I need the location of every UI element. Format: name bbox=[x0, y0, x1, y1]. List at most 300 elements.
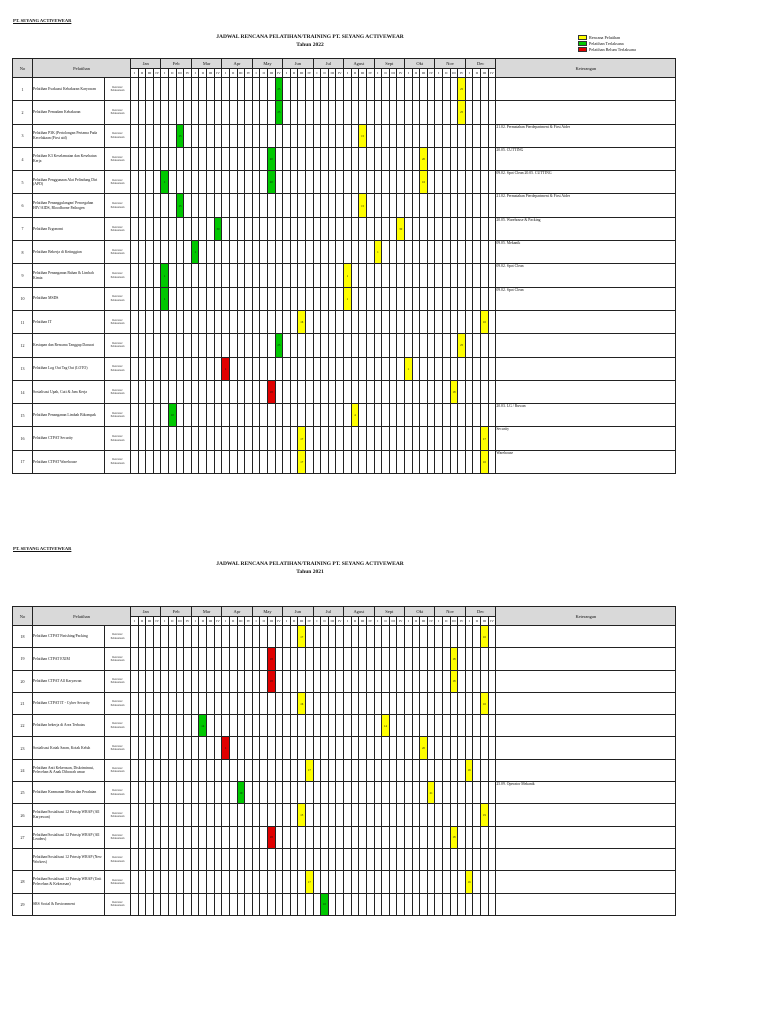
week-cell bbox=[222, 826, 230, 848]
week-cell bbox=[245, 804, 253, 826]
training-row bbox=[13, 871, 676, 893]
row-type bbox=[105, 241, 131, 264]
row-note bbox=[496, 310, 676, 333]
week-cell bbox=[222, 648, 230, 670]
week-cell bbox=[191, 648, 199, 670]
week-header: II bbox=[351, 617, 359, 626]
week-cell bbox=[313, 626, 321, 648]
header-no: No bbox=[13, 59, 33, 78]
week-header: III bbox=[328, 69, 336, 78]
month-header: Feb bbox=[161, 59, 191, 69]
week-cell bbox=[153, 450, 161, 473]
week-cell bbox=[290, 101, 298, 124]
week-cell bbox=[420, 194, 428, 217]
header-no: No bbox=[13, 607, 33, 626]
week-cell bbox=[153, 101, 161, 124]
row-type-actual: Pelaksanaan bbox=[110, 681, 125, 685]
week-cell bbox=[405, 782, 413, 804]
week-cell bbox=[397, 848, 405, 870]
week-cell bbox=[443, 893, 451, 915]
week-cell bbox=[146, 217, 154, 240]
week-cell bbox=[207, 626, 215, 648]
week-cell bbox=[275, 264, 283, 287]
week-cell bbox=[427, 450, 435, 473]
week-cell bbox=[260, 404, 268, 427]
week-cell bbox=[146, 310, 154, 333]
week-cell bbox=[131, 427, 139, 450]
week-cell bbox=[169, 670, 177, 692]
week-cell bbox=[443, 450, 451, 473]
month-header: Jan bbox=[131, 607, 161, 617]
week-cell bbox=[336, 759, 344, 781]
week-cell bbox=[473, 826, 481, 848]
week-cell bbox=[290, 78, 298, 101]
week-cell bbox=[465, 380, 473, 403]
week-cell bbox=[267, 626, 275, 648]
week-cell bbox=[184, 759, 192, 781]
week-cell bbox=[306, 171, 314, 194]
week-cell bbox=[252, 380, 260, 403]
week-cell bbox=[146, 287, 154, 310]
row-type-actual: Pelaksanaan bbox=[110, 658, 125, 662]
week-cell bbox=[420, 101, 428, 124]
week-cell bbox=[435, 782, 443, 804]
row-note: 25.09. Operator Mekanik bbox=[496, 782, 676, 804]
week-cell bbox=[351, 194, 359, 217]
row-type-actual: Pelaksanaan bbox=[110, 182, 125, 186]
week-cell bbox=[237, 241, 245, 264]
row-type bbox=[105, 147, 131, 170]
week-cell bbox=[488, 782, 496, 804]
week-cell bbox=[412, 310, 420, 333]
week-cell bbox=[397, 737, 405, 759]
week-cell bbox=[169, 692, 177, 714]
week-cell bbox=[328, 334, 336, 357]
week-cell bbox=[237, 310, 245, 333]
week-header: III bbox=[359, 617, 367, 626]
week-cell bbox=[169, 124, 177, 147]
week-cell bbox=[169, 217, 177, 240]
week-cell bbox=[283, 264, 291, 287]
week-cell bbox=[450, 264, 458, 287]
week-cell bbox=[169, 147, 177, 170]
schedule-mark: 4 bbox=[351, 404, 359, 427]
week-cell bbox=[161, 670, 169, 692]
week-cell bbox=[176, 310, 184, 333]
week-cell bbox=[199, 759, 207, 781]
week-cell bbox=[420, 871, 428, 893]
week-header: I bbox=[405, 617, 413, 626]
week-cell bbox=[389, 124, 397, 147]
week-cell bbox=[443, 871, 451, 893]
row-type-actual: Pelaksanaan bbox=[110, 135, 125, 139]
week-cell bbox=[199, 194, 207, 217]
week-cell bbox=[161, 848, 169, 870]
week-header: III bbox=[176, 69, 184, 78]
week-cell bbox=[359, 334, 367, 357]
week-cell bbox=[374, 404, 382, 427]
row-number: 6 bbox=[13, 194, 33, 217]
row-number: 10 bbox=[13, 287, 33, 310]
week-cell bbox=[450, 241, 458, 264]
week-header: II bbox=[169, 69, 177, 78]
week-cell bbox=[138, 427, 146, 450]
week-cell bbox=[161, 124, 169, 147]
week-cell bbox=[153, 427, 161, 450]
week-cell bbox=[191, 78, 199, 101]
week-cell bbox=[275, 737, 283, 759]
week-cell bbox=[328, 78, 336, 101]
week-cell bbox=[313, 648, 321, 670]
training-row bbox=[13, 124, 676, 147]
week-cell bbox=[222, 848, 230, 870]
week-cell bbox=[207, 450, 215, 473]
week-cell bbox=[336, 78, 344, 101]
week-cell bbox=[176, 871, 184, 893]
week-cell bbox=[351, 826, 359, 848]
week-header: III bbox=[207, 617, 215, 626]
row-note bbox=[496, 871, 676, 893]
week-cell bbox=[283, 782, 291, 804]
row-number: 25 bbox=[13, 782, 33, 804]
week-cell bbox=[458, 380, 466, 403]
week-cell bbox=[275, 893, 283, 915]
week-cell bbox=[328, 194, 336, 217]
week-cell bbox=[306, 264, 314, 287]
week-cell bbox=[283, 648, 291, 670]
week-cell bbox=[328, 737, 336, 759]
week-cell bbox=[237, 759, 245, 781]
week-cell bbox=[267, 759, 275, 781]
week-cell bbox=[473, 101, 481, 124]
training-name: Pelatihan P3K (Pertolongan Pertama Pada Kecelakaan (First aid) bbox=[33, 124, 105, 147]
week-cell bbox=[184, 893, 192, 915]
week-cell bbox=[435, 334, 443, 357]
week-cell bbox=[344, 334, 352, 357]
week-cell bbox=[412, 357, 420, 380]
week-cell bbox=[313, 124, 321, 147]
week-cell bbox=[336, 380, 344, 403]
week-cell bbox=[465, 782, 473, 804]
week-cell bbox=[450, 217, 458, 240]
schedule-mark: 1 bbox=[405, 357, 413, 380]
week-cell bbox=[351, 357, 359, 380]
row-note: 09.05. Mekanik bbox=[496, 241, 676, 264]
schedule-mark: 25 bbox=[458, 78, 466, 101]
week-cell bbox=[298, 217, 306, 240]
week-cell bbox=[275, 404, 283, 427]
week-cell bbox=[443, 804, 451, 826]
week-cell bbox=[184, 848, 192, 870]
week-cell bbox=[245, 241, 253, 264]
row-type-actual: Pelaksanaan bbox=[110, 322, 125, 326]
week-cell bbox=[450, 287, 458, 310]
week-cell bbox=[169, 101, 177, 124]
week-cell bbox=[389, 147, 397, 170]
week-cell bbox=[351, 427, 359, 450]
week-cell bbox=[458, 737, 466, 759]
week-cell bbox=[443, 427, 451, 450]
week-cell bbox=[184, 670, 192, 692]
week-cell bbox=[222, 287, 230, 310]
week-header: III bbox=[298, 617, 306, 626]
week-cell bbox=[382, 450, 390, 473]
week-cell bbox=[458, 893, 466, 915]
week-cell bbox=[298, 737, 306, 759]
week-cell bbox=[420, 782, 428, 804]
week-cell bbox=[191, 826, 199, 848]
schedule-mark: 18 bbox=[450, 826, 458, 848]
week-cell bbox=[153, 147, 161, 170]
week-cell bbox=[321, 648, 329, 670]
week-cell bbox=[397, 171, 405, 194]
week-cell bbox=[420, 450, 428, 473]
week-cell bbox=[427, 147, 435, 170]
week-cell bbox=[366, 782, 374, 804]
week-cell bbox=[169, 171, 177, 194]
week-cell bbox=[389, 194, 397, 217]
week-cell bbox=[328, 626, 336, 648]
week-cell bbox=[214, 124, 222, 147]
week-cell bbox=[260, 101, 268, 124]
row-type-plan: Rencana/ bbox=[112, 155, 123, 159]
week-cell bbox=[389, 287, 397, 310]
week-cell bbox=[389, 759, 397, 781]
week-cell bbox=[153, 217, 161, 240]
row-type-plan: Rencana/ bbox=[112, 388, 123, 392]
week-cell bbox=[290, 334, 298, 357]
week-cell bbox=[366, 334, 374, 357]
row-type-plan: Rencana/ bbox=[112, 722, 123, 726]
week-cell bbox=[435, 124, 443, 147]
week-cell bbox=[298, 264, 306, 287]
week-cell bbox=[146, 648, 154, 670]
week-cell bbox=[382, 194, 390, 217]
row-type-actual: Pelaksanaan bbox=[110, 298, 125, 302]
week-cell bbox=[153, 648, 161, 670]
week-cell bbox=[389, 264, 397, 287]
week-cell bbox=[146, 124, 154, 147]
week-cell bbox=[275, 217, 283, 240]
week-header: I bbox=[344, 617, 352, 626]
week-cell bbox=[199, 264, 207, 287]
week-cell bbox=[366, 826, 374, 848]
week-cell bbox=[267, 715, 275, 737]
week-cell bbox=[481, 194, 489, 217]
week-cell bbox=[138, 310, 146, 333]
week-cell bbox=[351, 759, 359, 781]
week-cell bbox=[481, 217, 489, 240]
week-cell bbox=[176, 759, 184, 781]
week-cell bbox=[382, 241, 390, 264]
week-cell bbox=[336, 427, 344, 450]
week-cell bbox=[420, 357, 428, 380]
week-cell bbox=[222, 404, 230, 427]
week-cell bbox=[229, 804, 237, 826]
week-header: II bbox=[412, 69, 420, 78]
training-row bbox=[13, 404, 676, 427]
week-cell bbox=[191, 848, 199, 870]
week-cell bbox=[290, 287, 298, 310]
week-cell bbox=[336, 241, 344, 264]
week-cell bbox=[473, 715, 481, 737]
week-cell bbox=[207, 194, 215, 217]
week-cell bbox=[252, 893, 260, 915]
week-cell bbox=[412, 670, 420, 692]
week-cell bbox=[306, 217, 314, 240]
week-cell bbox=[199, 737, 207, 759]
week-cell bbox=[260, 450, 268, 473]
week-cell bbox=[131, 450, 139, 473]
schedule-mark: 17 bbox=[298, 626, 306, 648]
week-cell bbox=[199, 871, 207, 893]
week-cell bbox=[176, 101, 184, 124]
week-cell bbox=[207, 310, 215, 333]
week-header: III bbox=[298, 69, 306, 78]
company-name: PT. SEYANG ACTIVEWEAR bbox=[13, 18, 72, 23]
week-cell bbox=[405, 848, 413, 870]
training-name: Pelatihan Ergonomi bbox=[33, 217, 105, 240]
week-cell bbox=[275, 626, 283, 648]
week-cell bbox=[344, 737, 352, 759]
week-cell bbox=[374, 670, 382, 692]
week-cell bbox=[207, 101, 215, 124]
week-cell bbox=[267, 217, 275, 240]
week-cell bbox=[207, 78, 215, 101]
week-cell bbox=[313, 826, 321, 848]
week-cell bbox=[382, 737, 390, 759]
week-cell bbox=[435, 217, 443, 240]
week-cell bbox=[359, 357, 367, 380]
week-cell bbox=[229, 380, 237, 403]
week-cell bbox=[465, 217, 473, 240]
week-cell bbox=[351, 380, 359, 403]
legend-swatch bbox=[578, 41, 587, 46]
week-cell bbox=[138, 737, 146, 759]
week-cell bbox=[275, 380, 283, 403]
week-cell bbox=[313, 404, 321, 427]
week-header: IV bbox=[245, 617, 253, 626]
week-cell bbox=[260, 171, 268, 194]
week-cell bbox=[214, 737, 222, 759]
training-name: Pelatihan Penggunaan Alat Pelindung Diri (APD) bbox=[33, 171, 105, 194]
week-cell bbox=[169, 450, 177, 473]
schedule-mark: 15 bbox=[176, 124, 184, 147]
week-cell bbox=[389, 171, 397, 194]
week-cell bbox=[405, 78, 413, 101]
week-cell bbox=[344, 648, 352, 670]
week-cell bbox=[450, 147, 458, 170]
week-cell bbox=[488, 147, 496, 170]
week-cell bbox=[397, 124, 405, 147]
week-cell bbox=[481, 848, 489, 870]
week-cell bbox=[389, 848, 397, 870]
week-cell bbox=[344, 670, 352, 692]
week-cell bbox=[435, 848, 443, 870]
week-cell bbox=[214, 357, 222, 380]
week-cell bbox=[481, 287, 489, 310]
week-cell bbox=[184, 194, 192, 217]
week-cell bbox=[306, 670, 314, 692]
header-note: Keterangan bbox=[496, 607, 676, 626]
month-header: Nov bbox=[435, 59, 465, 69]
week-cell bbox=[267, 427, 275, 450]
week-cell bbox=[458, 357, 466, 380]
week-header: IV bbox=[458, 617, 466, 626]
week-cell bbox=[359, 217, 367, 240]
week-cell bbox=[146, 404, 154, 427]
week-cell bbox=[275, 826, 283, 848]
title-year: Tahun 2021 bbox=[296, 569, 324, 575]
training-name: Pelatihan CTPAT IT - Cyber Security bbox=[33, 692, 105, 714]
month-header: Okt bbox=[405, 607, 435, 617]
week-header: III bbox=[359, 69, 367, 78]
week-cell bbox=[313, 334, 321, 357]
week-cell bbox=[153, 826, 161, 848]
week-cell bbox=[260, 692, 268, 714]
week-cell bbox=[161, 357, 169, 380]
week-cell bbox=[290, 357, 298, 380]
week-header: IV bbox=[397, 69, 405, 78]
week-cell bbox=[481, 826, 489, 848]
week-cell bbox=[427, 692, 435, 714]
week-header: I bbox=[405, 69, 413, 78]
training-name: Pelatihan Anti Kekerasan, Diskriminasi, Pelecehan & Anak Dibawah umur bbox=[33, 759, 105, 781]
week-cell bbox=[321, 759, 329, 781]
week-cell bbox=[366, 804, 374, 826]
week-cell bbox=[153, 264, 161, 287]
week-cell bbox=[275, 171, 283, 194]
row-note bbox=[496, 848, 676, 870]
week-cell bbox=[184, 334, 192, 357]
row-note bbox=[496, 670, 676, 692]
row-type bbox=[105, 310, 131, 333]
month-header: Okt bbox=[405, 59, 435, 69]
week-cell bbox=[465, 264, 473, 287]
week-cell bbox=[138, 626, 146, 648]
week-cell bbox=[260, 78, 268, 101]
week-cell bbox=[298, 648, 306, 670]
week-cell bbox=[229, 871, 237, 893]
week-cell bbox=[199, 648, 207, 670]
week-cell bbox=[207, 737, 215, 759]
month-header: Jun bbox=[283, 59, 313, 69]
week-cell bbox=[313, 310, 321, 333]
week-cell bbox=[214, 759, 222, 781]
week-cell bbox=[465, 670, 473, 692]
week-cell bbox=[321, 692, 329, 714]
week-cell bbox=[191, 194, 199, 217]
week-cell bbox=[245, 404, 253, 427]
week-cell bbox=[161, 147, 169, 170]
week-cell bbox=[443, 241, 451, 264]
week-cell bbox=[161, 450, 169, 473]
week-cell bbox=[176, 848, 184, 870]
week-cell bbox=[229, 357, 237, 380]
week-cell bbox=[458, 310, 466, 333]
week-cell bbox=[450, 782, 458, 804]
week-cell bbox=[298, 124, 306, 147]
week-cell bbox=[146, 194, 154, 217]
week-cell bbox=[313, 670, 321, 692]
week-cell bbox=[473, 692, 481, 714]
week-cell bbox=[131, 147, 139, 170]
week-cell bbox=[176, 670, 184, 692]
week-cell bbox=[222, 241, 230, 264]
week-header: II bbox=[229, 69, 237, 78]
week-cell bbox=[412, 124, 420, 147]
week-cell bbox=[313, 264, 321, 287]
